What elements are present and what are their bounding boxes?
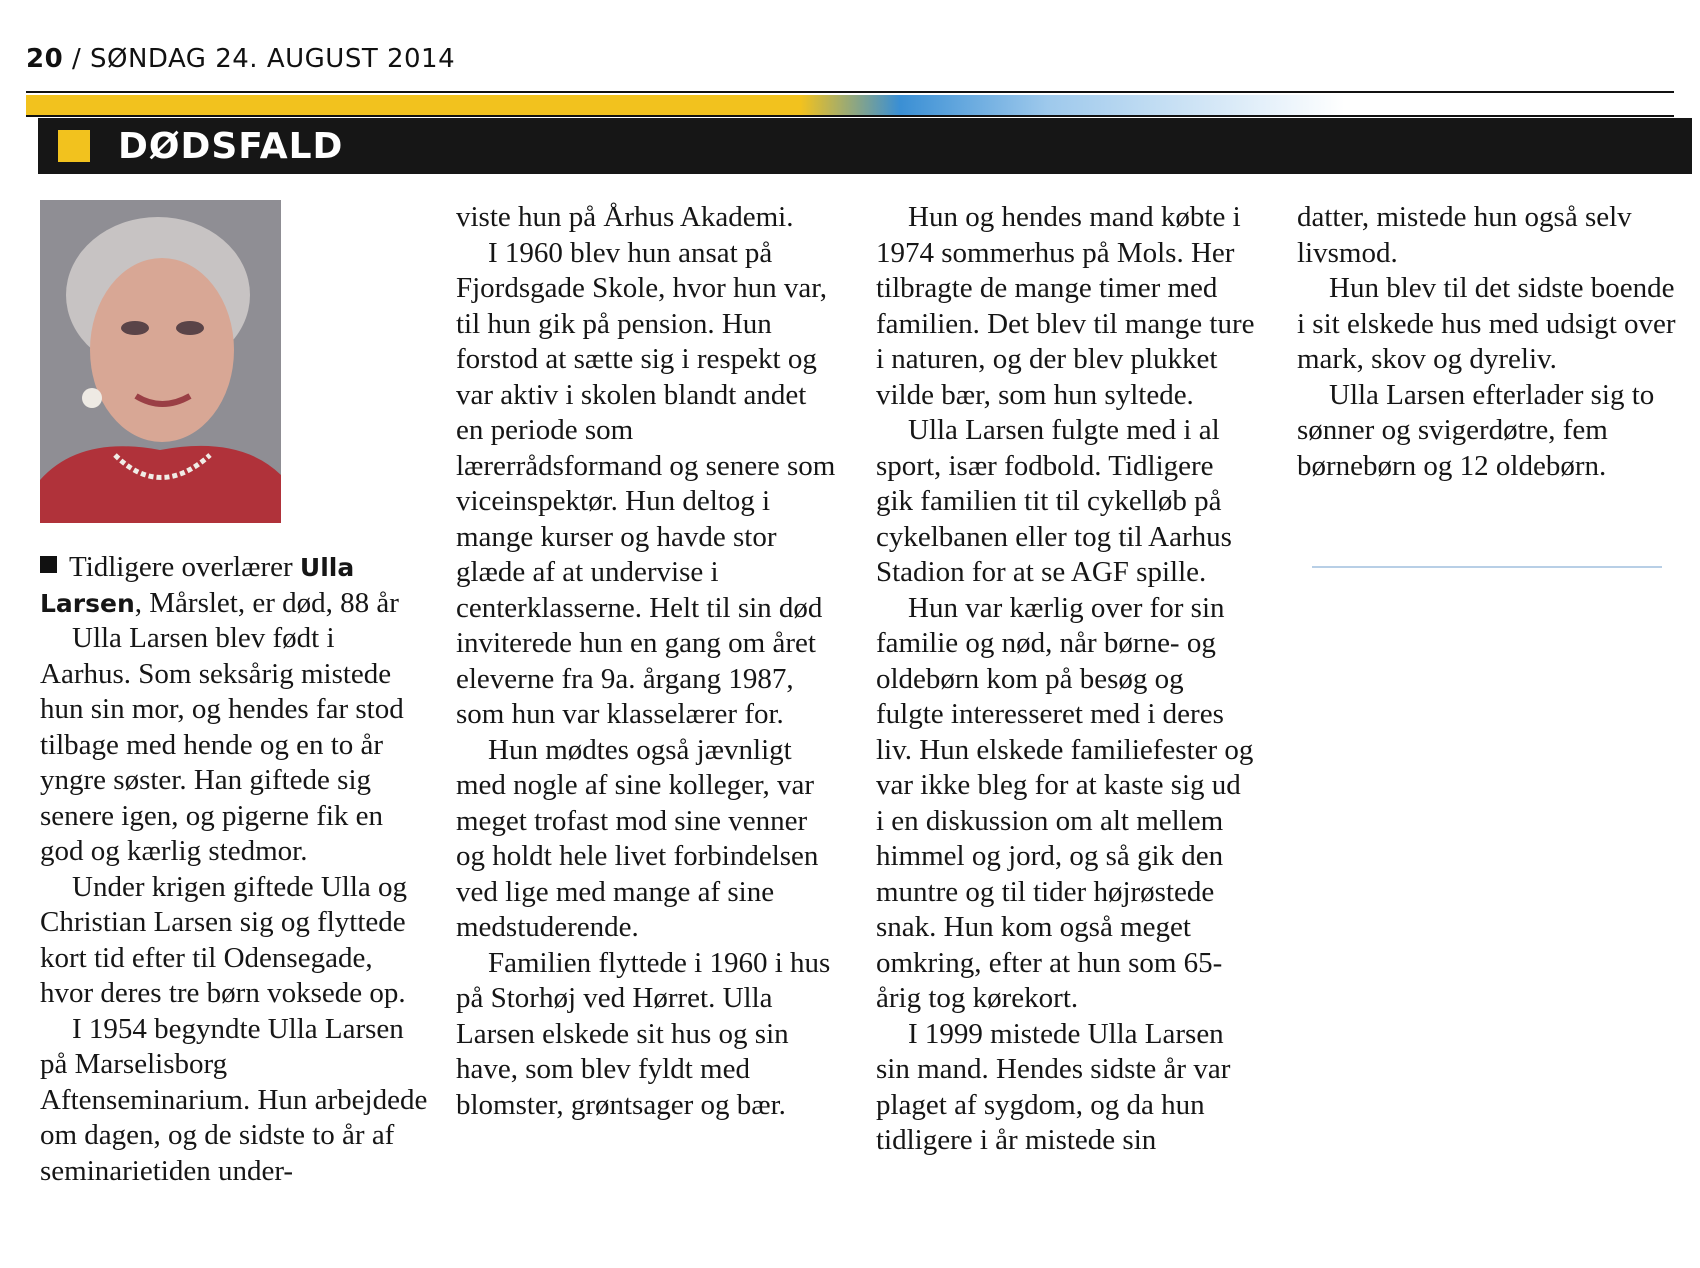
paragraph-continuation: datter, mistede hun også selv livsmod. <box>1297 201 1632 269</box>
page-header <box>26 44 455 74</box>
person-name: Ulla Larsen <box>40 553 355 618</box>
paragraph: I 1954 begyndte Ulla Larsen på Marselisborg Aftenseminarium. Hun arbejdede om dagen, og de sidste to år af seminarietiden under- <box>40 1012 428 1187</box>
article-column-2 <box>456 200 836 1123</box>
paragraph: Ulla Larsen blev født i Aarhus. Som seksårig mistede hun sin mor, og hendes far stod tilbage med hende og en to år yngre søster. Han giftede sig senere igen, og pigerne fik en god og kærlig stedmor. <box>40 622 404 867</box>
paragraph: Ulla Larsen fulgte med i al sport, især fodbold. Tidligere gik familien tit til cykelløb på cykelbanen eller tog til Aarhus Stadion for at se AGF spille. <box>876 414 1232 588</box>
bullet-square-icon <box>40 556 57 573</box>
paragraph: Ulla Larsen efterlader sig to sønner og svigerdøtre, fem børnebørn og 12 oldebørn. <box>1297 378 1655 482</box>
page-number: 20 <box>26 44 64 74</box>
paragraph: I 1999 mistede Ulla Larsen sin mand. Hendes sidste år var plaget af sygdom, og da hun tidligere i år mistede sin <box>876 1017 1231 1156</box>
article-end-rule <box>1312 566 1662 568</box>
portrait-photo <box>40 200 281 523</box>
article-column-1 <box>40 550 430 1189</box>
paragraph: Hun og hendes mand købte i 1974 sommerhus på Mols. Her tilbragte de mange timer med familien. Det blev til mange ture i naturen, og der blev plukket vilde bær, som hun syltede. <box>876 201 1255 411</box>
header-rule <box>26 91 1674 93</box>
article-lead <box>40 550 430 621</box>
header-separator: / <box>71 44 82 74</box>
paragraph: Under krigen giftede Ulla og Christian Larsen sig og flyttede kort tid efter til Odensegade, hvor deres tre børn voksede op. <box>40 870 408 1009</box>
lead-rest: , Mårslet, er død, 88 år <box>134 586 399 619</box>
page-date: SØNDAG 24. AUGUST 2014 <box>89 44 456 74</box>
section-square-icon <box>58 130 90 162</box>
paragraph-continuation: viste hun på Århus Akademi. <box>456 201 794 233</box>
paragraph: I 1960 blev hun ansat på Fjordsgade Skole, hvor hun var, til hun gik på pension. Hun forstod at sætte sig i respekt og var aktiv i skolen blandt andet en periode som lærerrådsformand og senere som viceinspektør. Hun deltog i mange kurser og havde stor glæde af at undervise i centerklasserne. Helt til sin død inviterede hun en gang om året eleverne fra 9a. årgang 1987, som hun var klasselærer for. <box>456 236 836 730</box>
paragraph: Hun mødtes også jævnligt med nogle af sine kolleger, var meget trofast mod sine venner og holdt hele livet forbindelsen ved lige med mange af sine medstuderende. <box>456 733 819 943</box>
paragraph: Hun blev til det sidste boende i sit elskede hus med udsigt over mark, skov og dyreliv. <box>1297 272 1676 375</box>
paragraph: Hun var kærlig over for sin familie og nød, når børne- og oldebørn kom på besøg og fulgte interesseret med i deres liv. Hun elskede familiefester og var ikke bleg for at kaste sig ud i en diskussion om alt mellem himmel og jord, og så gik den muntre og til tider højrøstede snak. Hun kom også meget omkring, efter at hun som 65-årig tog kørekort. <box>876 591 1254 1014</box>
section-title: DØDSFALD <box>118 125 344 167</box>
section-banner <box>38 118 1692 174</box>
lead-intro: Tidligere overlærer <box>69 551 293 583</box>
paragraph: Familien flyttede i 1960 i hus på Storhøj ved Hørret. Ulla Larsen elskede sit hus og sin have, som blev fyldt med blomster, grøntsager og bær. <box>456 946 831 1121</box>
article-column-3 <box>876 200 1256 1159</box>
article-column-4 <box>1297 200 1687 484</box>
color-stripe <box>26 95 1674 117</box>
